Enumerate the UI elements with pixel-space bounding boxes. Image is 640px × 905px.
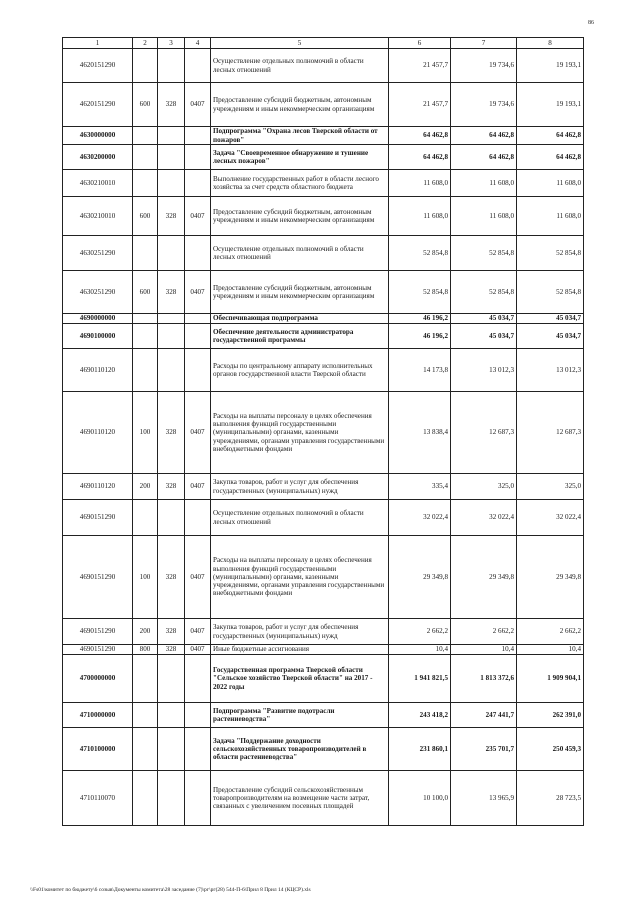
amount-year1-cell: 21 457,7 bbox=[389, 83, 451, 127]
administrator-cell bbox=[158, 500, 185, 536]
section-cell bbox=[185, 236, 211, 271]
section-cell bbox=[185, 771, 211, 826]
amount-year1-cell: 14 173,8 bbox=[389, 349, 451, 392]
amount-year2-cell: 13 012,3 bbox=[451, 349, 517, 392]
table-row bbox=[63, 83, 584, 127]
column-header: 6 bbox=[389, 38, 451, 49]
expense-type-cell: 100 bbox=[133, 392, 158, 474]
amount-year2-cell: 45 034,7 bbox=[451, 324, 517, 349]
amount-year2-cell: 13 965,9 bbox=[451, 771, 517, 826]
table-row bbox=[63, 271, 584, 314]
table-row bbox=[63, 536, 584, 619]
file-path-footer: \\Fs01\комитет по бюджету\6 созыв\Документы комитета\28 заседание (7)\рг\рг(28) 544-П-6\Прил 8 Прил 14 (КЦСР).xls bbox=[30, 887, 311, 893]
section-cell bbox=[185, 145, 211, 170]
section-cell bbox=[185, 349, 211, 392]
amount-year1-cell: 243 418,2 bbox=[389, 703, 451, 728]
page-number: 86 bbox=[588, 20, 594, 26]
amount-year1-cell: 11 608,0 bbox=[389, 197, 451, 236]
code-cell: 4690151290 bbox=[63, 536, 133, 619]
table-row bbox=[63, 619, 584, 645]
administrator-cell bbox=[158, 314, 185, 324]
administrator-cell bbox=[158, 728, 185, 771]
expense-type-cell: 200 bbox=[133, 619, 158, 645]
administrator-cell: 328 bbox=[158, 271, 185, 314]
section-cell: 0407 bbox=[185, 474, 211, 500]
expense-type-cell: 600 bbox=[133, 83, 158, 127]
code-cell: 4710000000 bbox=[63, 703, 133, 728]
code-cell: 4690000000 bbox=[63, 314, 133, 324]
column-header: 5 bbox=[211, 38, 389, 49]
amount-year1-cell: 64 462,8 bbox=[389, 127, 451, 145]
table-row bbox=[63, 324, 584, 349]
amount-year3-cell: 64 462,8 bbox=[517, 145, 584, 170]
name-cell: Осуществление отдельных полномочий в области лесных отношений bbox=[211, 236, 389, 271]
amount-year3-cell: 19 193,1 bbox=[517, 83, 584, 127]
name-cell: Осуществление отдельных полномочий в области лесных отношений bbox=[211, 49, 389, 83]
amount-year2-cell: 11 608,0 bbox=[451, 197, 517, 236]
section-cell: 0407 bbox=[185, 619, 211, 645]
amount-year2-cell: 29 349,8 bbox=[451, 536, 517, 619]
amount-year2-cell: 10,4 bbox=[451, 645, 517, 655]
amount-year3-cell: 11 608,0 bbox=[517, 197, 584, 236]
budget-table bbox=[62, 37, 584, 826]
name-cell: Задача "Своевременное обнаружение и тушение лесных пожаров" bbox=[211, 145, 389, 170]
amount-year3-cell: 45 034,7 bbox=[517, 324, 584, 349]
amount-year2-cell: 52 854,8 bbox=[451, 271, 517, 314]
code-cell: 4690110120 bbox=[63, 474, 133, 500]
amount-year1-cell: 13 838,4 bbox=[389, 392, 451, 474]
table-row bbox=[63, 655, 584, 703]
name-cell: Расходы на выплаты персоналу в целях обеспечения выполнения функций государственными (муниципальными) органами, казенными учреждениями, органами управления государственными внебюджетными фондами bbox=[211, 392, 389, 474]
amount-year1-cell: 46 196,2 bbox=[389, 314, 451, 324]
expense-type-cell bbox=[133, 703, 158, 728]
expense-type-cell bbox=[133, 728, 158, 771]
name-cell: Предоставление субсидий бюджетным, автономным учреждениям и иным некоммерческим организациям bbox=[211, 197, 389, 236]
name-cell: Подпрограмма "Охрана лесов Тверской области от пожаров" bbox=[211, 127, 389, 145]
amount-year2-cell: 325,0 bbox=[451, 474, 517, 500]
administrator-cell: 328 bbox=[158, 619, 185, 645]
amount-year1-cell: 29 349,8 bbox=[389, 536, 451, 619]
name-cell: Предоставление субсидий бюджетным, автономным учреждениям и иным некоммерческим организациям bbox=[211, 83, 389, 127]
section-cell bbox=[185, 703, 211, 728]
expense-type-cell bbox=[133, 314, 158, 324]
expense-type-cell bbox=[133, 127, 158, 145]
table-row bbox=[63, 127, 584, 145]
code-cell: 4630251290 bbox=[63, 236, 133, 271]
administrator-cell: 328 bbox=[158, 83, 185, 127]
code-cell: 4620151290 bbox=[63, 83, 133, 127]
amount-year3-cell: 28 723,5 bbox=[517, 771, 584, 826]
code-cell: 4630251290 bbox=[63, 271, 133, 314]
amount-year1-cell: 10 100,0 bbox=[389, 771, 451, 826]
amount-year2-cell: 1 813 372,6 bbox=[451, 655, 517, 703]
name-cell: Расходы по центральному аппарату исполнительных органов государственной власти Тверской области bbox=[211, 349, 389, 392]
expense-type-cell bbox=[133, 145, 158, 170]
code-cell: 4690110120 bbox=[63, 349, 133, 392]
amount-year3-cell: 19 193,1 bbox=[517, 49, 584, 83]
table-row bbox=[63, 236, 584, 271]
amount-year1-cell: 52 854,8 bbox=[389, 236, 451, 271]
section-cell bbox=[185, 728, 211, 771]
expense-type-cell bbox=[133, 349, 158, 392]
expense-type-cell bbox=[133, 500, 158, 536]
administrator-cell: 328 bbox=[158, 536, 185, 619]
column-header: 1 bbox=[63, 38, 133, 49]
section-cell: 0407 bbox=[185, 645, 211, 655]
table-row bbox=[63, 645, 584, 655]
name-cell: Выполнение государственных работ в области лесного хозяйства за счет средств областного бюджета bbox=[211, 170, 389, 197]
section-cell bbox=[185, 655, 211, 703]
amount-year3-cell: 11 608,0 bbox=[517, 170, 584, 197]
section-cell: 0407 bbox=[185, 197, 211, 236]
amount-year3-cell: 64 462,8 bbox=[517, 127, 584, 145]
section-cell bbox=[185, 324, 211, 349]
expense-type-cell bbox=[133, 236, 158, 271]
column-header: 3 bbox=[158, 38, 185, 49]
section-cell: 0407 bbox=[185, 536, 211, 619]
name-cell: Государственная программа Тверской области "Сельское хозяйство Тверской области" на 2017 - 2022 годы bbox=[211, 655, 389, 703]
administrator-cell bbox=[158, 771, 185, 826]
amount-year3-cell: 29 349,8 bbox=[517, 536, 584, 619]
expense-type-cell bbox=[133, 170, 158, 197]
administrator-cell: 328 bbox=[158, 474, 185, 500]
administrator-cell: 328 bbox=[158, 197, 185, 236]
code-cell: 4630210010 bbox=[63, 197, 133, 236]
amount-year2-cell: 45 034,7 bbox=[451, 314, 517, 324]
section-cell bbox=[185, 127, 211, 145]
amount-year1-cell: 10,4 bbox=[389, 645, 451, 655]
amount-year2-cell: 235 701,7 bbox=[451, 728, 517, 771]
amount-year3-cell: 1 909 904,1 bbox=[517, 655, 584, 703]
administrator-cell bbox=[158, 127, 185, 145]
amount-year2-cell: 64 462,8 bbox=[451, 145, 517, 170]
column-header: 4 bbox=[185, 38, 211, 49]
amount-year3-cell: 45 034,7 bbox=[517, 314, 584, 324]
section-cell: 0407 bbox=[185, 392, 211, 474]
name-cell: Закупка товаров, работ и услуг для обеспечения государственных (муниципальных) нужд bbox=[211, 474, 389, 500]
expense-type-cell: 200 bbox=[133, 474, 158, 500]
table-row bbox=[63, 392, 584, 474]
administrator-cell bbox=[158, 324, 185, 349]
column-header: 7 bbox=[451, 38, 517, 49]
amount-year3-cell: 52 854,8 bbox=[517, 271, 584, 314]
amount-year3-cell: 12 687,3 bbox=[517, 392, 584, 474]
name-cell: Подпрограмма "Развитие подотрасли растениеводства" bbox=[211, 703, 389, 728]
amount-year1-cell: 32 022,4 bbox=[389, 500, 451, 536]
expense-type-cell: 100 bbox=[133, 536, 158, 619]
column-number-row bbox=[63, 38, 584, 49]
table-row bbox=[63, 349, 584, 392]
table-row bbox=[63, 771, 584, 826]
code-cell: 4630000000 bbox=[63, 127, 133, 145]
amount-year3-cell: 13 012,3 bbox=[517, 349, 584, 392]
name-cell: Обеспечивающая подпрограмма bbox=[211, 314, 389, 324]
amount-year3-cell: 52 854,8 bbox=[517, 236, 584, 271]
section-cell bbox=[185, 314, 211, 324]
amount-year3-cell: 250 459,3 bbox=[517, 728, 584, 771]
section-cell: 0407 bbox=[185, 83, 211, 127]
code-cell: 4700000000 bbox=[63, 655, 133, 703]
table-row bbox=[63, 197, 584, 236]
table-row bbox=[63, 145, 584, 170]
code-cell: 4690110120 bbox=[63, 392, 133, 474]
amount-year1-cell: 1 941 821,5 bbox=[389, 655, 451, 703]
expense-type-cell: 800 bbox=[133, 645, 158, 655]
code-cell: 4620151290 bbox=[63, 49, 133, 83]
amount-year1-cell: 231 860,1 bbox=[389, 728, 451, 771]
amount-year1-cell: 2 662,2 bbox=[389, 619, 451, 645]
amount-year2-cell: 32 022,4 bbox=[451, 500, 517, 536]
name-cell: Предоставление субсидий сельскохозяйственным товаропроизводителям на возмещение части затрат, связанных с увеличением посевных площадей bbox=[211, 771, 389, 826]
amount-year1-cell: 11 608,0 bbox=[389, 170, 451, 197]
code-cell: 4630200000 bbox=[63, 145, 133, 170]
code-cell: 4690100000 bbox=[63, 324, 133, 349]
name-cell: Расходы на выплаты персоналу в целях обеспечения выполнения функций государственными (муниципальными) органами, казенными учреждениями, органами управления государственными внебюджетными фондами bbox=[211, 536, 389, 619]
code-cell: 4690151290 bbox=[63, 500, 133, 536]
amount-year1-cell: 335,4 bbox=[389, 474, 451, 500]
name-cell: Осуществление отдельных полномочий в области лесных отношений bbox=[211, 500, 389, 536]
expense-type-cell bbox=[133, 324, 158, 349]
name-cell: Предоставление субсидий бюджетным, автономным учреждениям и иным некоммерческим организациям bbox=[211, 271, 389, 314]
name-cell: Обеспечение деятельности администратора государственной программы bbox=[211, 324, 389, 349]
table-row bbox=[63, 170, 584, 197]
table-row bbox=[63, 474, 584, 500]
name-cell: Закупка товаров, работ и услуг для обеспечения государственных (муниципальных) нужд bbox=[211, 619, 389, 645]
administrator-cell: 328 bbox=[158, 645, 185, 655]
name-cell: Иные бюджетные ассигнования bbox=[211, 645, 389, 655]
administrator-cell: 328 bbox=[158, 392, 185, 474]
name-cell: Задача "Поддержание доходности сельскохозяйственных товаропроизводителей в области растениеводства" bbox=[211, 728, 389, 771]
administrator-cell bbox=[158, 349, 185, 392]
expense-type-cell: 600 bbox=[133, 271, 158, 314]
table-row bbox=[63, 500, 584, 536]
amount-year3-cell: 262 391,0 bbox=[517, 703, 584, 728]
amount-year1-cell: 21 457,7 bbox=[389, 49, 451, 83]
table-row bbox=[63, 703, 584, 728]
amount-year2-cell: 64 462,8 bbox=[451, 127, 517, 145]
column-header: 2 bbox=[133, 38, 158, 49]
table-row bbox=[63, 728, 584, 771]
expense-type-cell: 600 bbox=[133, 197, 158, 236]
code-cell: 4690151290 bbox=[63, 619, 133, 645]
section-cell: 0407 bbox=[185, 271, 211, 314]
expense-type-cell bbox=[133, 49, 158, 83]
amount-year1-cell: 64 462,8 bbox=[389, 145, 451, 170]
administrator-cell bbox=[158, 145, 185, 170]
expense-type-cell bbox=[133, 655, 158, 703]
code-cell: 4630210010 bbox=[63, 170, 133, 197]
amount-year2-cell: 11 608,0 bbox=[451, 170, 517, 197]
administrator-cell bbox=[158, 236, 185, 271]
amount-year1-cell: 46 196,2 bbox=[389, 324, 451, 349]
code-cell: 4690151290 bbox=[63, 645, 133, 655]
amount-year2-cell: 2 662,2 bbox=[451, 619, 517, 645]
section-cell bbox=[185, 49, 211, 83]
amount-year3-cell: 325,0 bbox=[517, 474, 584, 500]
amount-year1-cell: 52 854,8 bbox=[389, 271, 451, 314]
administrator-cell bbox=[158, 655, 185, 703]
table-row bbox=[63, 314, 584, 324]
administrator-cell bbox=[158, 170, 185, 197]
column-header: 8 bbox=[517, 38, 584, 49]
table-row bbox=[63, 49, 584, 83]
amount-year3-cell: 32 022,4 bbox=[517, 500, 584, 536]
code-cell: 4710110070 bbox=[63, 771, 133, 826]
amount-year2-cell: 12 687,3 bbox=[451, 392, 517, 474]
amount-year2-cell: 19 734,6 bbox=[451, 83, 517, 127]
amount-year3-cell: 2 662,2 bbox=[517, 619, 584, 645]
code-cell: 4710100000 bbox=[63, 728, 133, 771]
amount-year2-cell: 52 854,8 bbox=[451, 236, 517, 271]
section-cell bbox=[185, 170, 211, 197]
expense-type-cell bbox=[133, 771, 158, 826]
amount-year3-cell: 10,4 bbox=[517, 645, 584, 655]
amount-year2-cell: 19 734,6 bbox=[451, 49, 517, 83]
administrator-cell bbox=[158, 703, 185, 728]
section-cell bbox=[185, 500, 211, 536]
amount-year2-cell: 247 441,7 bbox=[451, 703, 517, 728]
administrator-cell bbox=[158, 49, 185, 83]
